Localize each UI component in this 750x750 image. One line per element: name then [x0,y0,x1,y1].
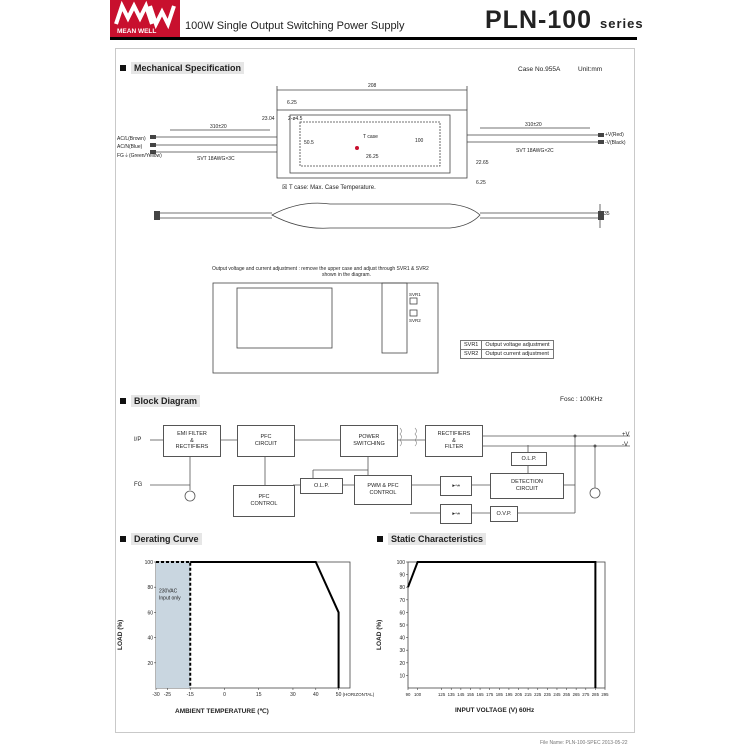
svr-name: SVR1 [461,341,482,350]
x-tick-label: 40 [312,692,319,698]
fg-label: FG⏚(Green/Yellow) [117,153,162,159]
dim-d7: 6.25 [476,180,486,186]
block-label: PFC [258,494,270,501]
svr-name: SVR2 [461,350,482,359]
product-title: 100W Single Output Switching Power Supply [185,20,405,32]
y-tick-label: 60 [147,610,153,617]
x-tick-label: 295 [601,692,609,697]
x-tick-label: 0 [223,692,226,698]
block-label: CONTROL [369,490,397,496]
ac-n-label: AC/N(Blue) [117,144,143,150]
case-number: Case No.955A [518,66,561,73]
x-tick-label: 185 [495,692,503,697]
block-label: EMI FILTER [177,431,207,438]
x-tick-label: -15 [186,692,194,698]
x-tick-label: 100 [414,692,422,697]
x-tick-label: 245 [553,692,561,697]
y-tick-label: 100 [396,560,405,566]
y-tick-label: 40 [147,635,153,642]
optocoupler-icon: ▸↝ [440,504,472,524]
x-tick-label: 235 [543,692,551,697]
x-tick-label: 285 [591,692,599,697]
block-label: CIRCUIT [254,441,278,447]
x-tick-label: 215 [524,692,532,697]
block-label: DETECTION [511,479,543,486]
section-title: Mechanical Specification [131,62,244,74]
fg-node-label: FG [134,482,143,488]
y-tick-label: 40 [399,635,405,642]
x-tick-label: 165 [476,692,484,697]
block-label: SWITCHING [353,441,385,447]
overall-length: 208 [368,83,377,89]
olp-block-right: O.L.P. [511,452,547,466]
series-line [408,562,595,688]
derating-ylabel: LOAD (%) [117,619,124,650]
ovp-block: O.V.P. [490,506,518,522]
x-tick-label: -30 [152,692,160,698]
tcase-note: ☒ T case: Max. Case Temperature. [282,185,376,191]
height-dim: 35 [604,211,610,217]
y-tick-label: 10 [399,673,405,680]
svr2-label: SVR2 [409,318,421,323]
y-tick-label: 20 [399,660,405,667]
x-tick-label: 265 [572,692,580,697]
x-tick-label: 195 [505,692,513,697]
static-xlabel: INPUT VOLTAGE (V) 60Hz [455,707,535,714]
x-tick-label: 225 [534,692,542,697]
section-title: Static Characteristics [388,533,486,545]
ac-l-label: AC/L(Brown) [117,136,146,142]
block-label: POWER [358,434,380,441]
series-label: series [600,16,644,31]
x-tick-label: -25 [163,692,172,698]
shaded-region-label: Input only [159,595,181,602]
y-tick-label: 90 [399,572,405,579]
derating-xlabel: AMBIENT TEMPERATURE (℃) [175,708,269,715]
block-label: RECTIFIERS [437,431,471,438]
svr-function: Output voltage adjustment [482,341,553,350]
y-tick-label: 100 [144,560,153,566]
dim-d2: 23.04 [262,116,275,122]
dim-d5: 100 [415,138,424,144]
shaded-region-label: 230VAC [159,588,178,595]
block-label: PFC [260,434,272,441]
block-label: & [452,437,456,444]
x-tick-label: 275 [582,692,590,697]
block-label: PWM & PFC [367,483,399,490]
dim-d4: 50.5 [304,140,314,146]
dim-d1: 6.25 [287,100,297,106]
model-name: PLN-100 [485,6,593,34]
plot-frame [408,562,605,688]
x-tick-label: 135 [447,692,455,697]
plus-v-label: +V(Red) [605,132,624,138]
svr1-label: SVR1 [409,292,421,297]
input-length: 310±20 [210,124,227,130]
output-cable-label: SVT 18AWG×2C [516,148,554,154]
optocoupler-icon: ▸↝ [440,476,472,496]
input-label: I/P [134,437,142,443]
section-title: Block Diagram [131,395,200,407]
block-label: FILTER [444,444,464,451]
unit-label: Unit:mm [578,66,603,73]
output-length: 310±20 [525,122,542,128]
x-tick-label: 205 [514,692,523,697]
y-tick-label: 70 [399,597,405,604]
y-tick-label: 60 [399,610,405,617]
plus-v-output: +V [622,432,630,438]
dim-d6: 26.25 [366,154,379,160]
input-cable-label: SVT 18AWG×3C [197,156,235,162]
y-tick-label: 50 [399,623,405,629]
y-tick-label: 30 [399,648,405,655]
y-tick-label: 80 [399,585,405,592]
y-tick-label: 20 [147,660,153,667]
block-label: RECTIFIERS [175,444,209,451]
x-tick-label: 15 [255,692,262,698]
x-tick-label: 30 [290,692,296,698]
olp-block-left: O.L.P. [300,478,343,494]
footer-filename: File Name: PLN-100-SPEC 2013-05-22 [540,740,628,746]
tcase-point-label: T case [363,134,378,140]
x-axis-suffix: (HORIZONTAL) [342,692,375,697]
static-ylabel: LOAD (%) [376,619,383,650]
x-tick-label: 175 [486,692,494,697]
dim-d3: 2-ø4.5 [288,116,303,122]
minus-v-label: -V(Black) [605,140,626,146]
x-tick-label: 145 [457,692,465,697]
fosc-label: Fosc : 100KHz [560,396,603,403]
block-label: & [190,437,194,444]
block-label: CONTROL [250,501,278,507]
x-tick-label: 125 [438,692,446,697]
x-tick-label: 155 [466,692,475,697]
y-tick-label: 80 [147,585,153,592]
svr-function: Output current adjustment [482,350,553,359]
logo-text: MEAN WELL [117,28,157,35]
section-title: Derating Curve [131,533,202,545]
dim-d8: 22.65 [476,160,489,166]
minus-v-output: -V [622,442,628,448]
adjust-note-line2: shown in the diagram. [322,272,371,278]
block-label: CIRCUIT [515,486,539,492]
x-tick-label: 90 [405,692,411,697]
x-tick-label: 50 [335,692,342,698]
adjust-note-line1: Output voltage and current adjustment : remove the upper case and adjust through SVR1 & SVR2 [212,266,429,272]
x-tick-label: 255 [562,692,571,697]
